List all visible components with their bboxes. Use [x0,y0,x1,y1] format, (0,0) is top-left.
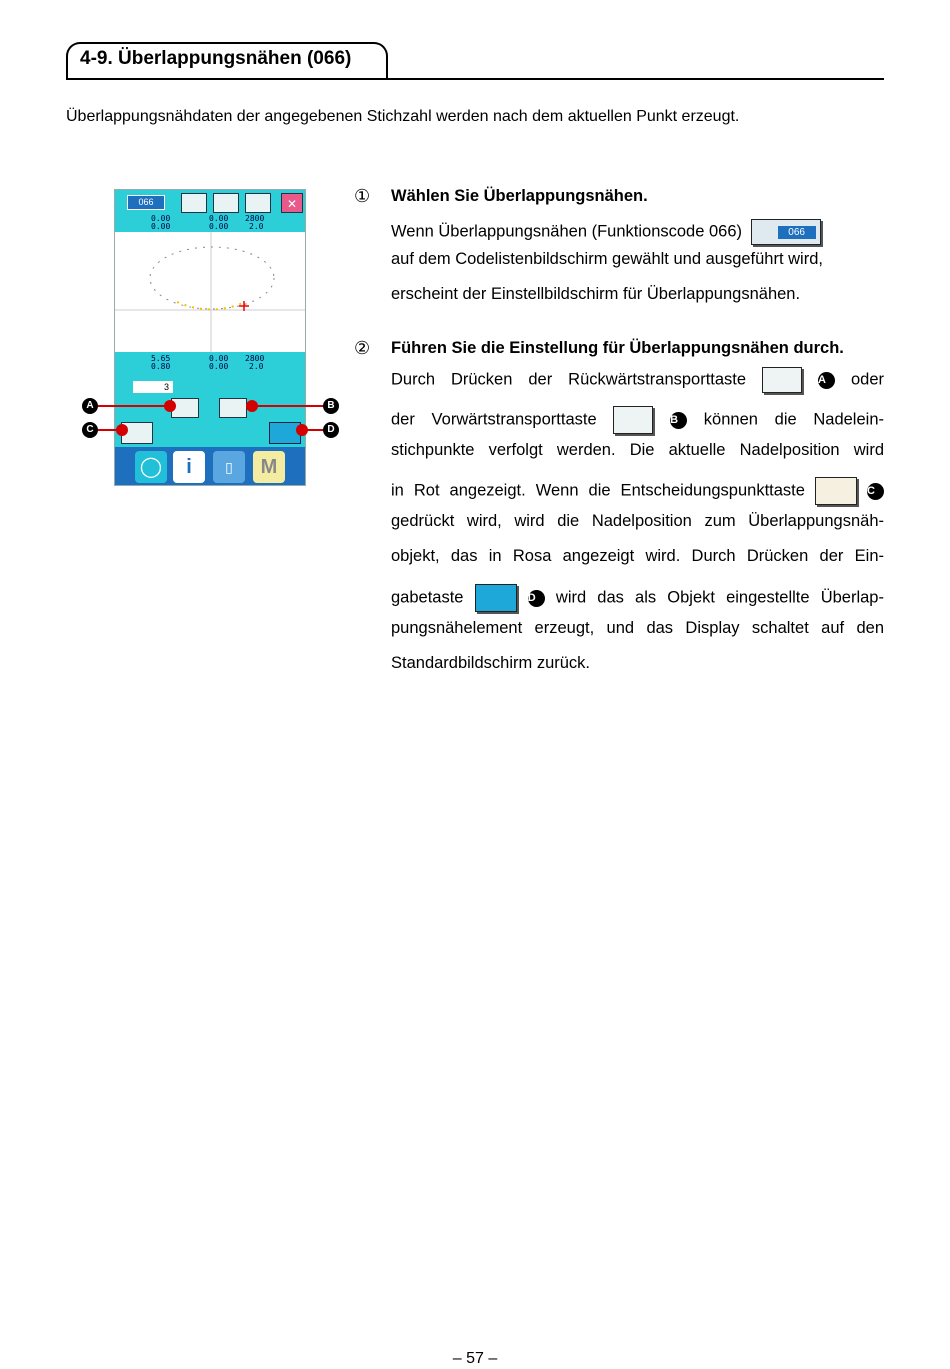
mid-x-value: 5.65 [151,354,171,363]
forward-feed-button [219,398,247,418]
top-y-value: 0.00 [151,222,171,231]
step-2-line-3: stichpunkte verfolgt werden. Die aktuelle Nadelposition wird [391,441,884,459]
mid-speed-value: 2800 [245,354,265,363]
mode-icon: M [253,451,285,483]
mid-pitch-value: 2.0 [249,362,264,371]
mid-y2-value: 0.00 [209,362,229,371]
step-1-line-3: erscheint der Einstellbildschirm für Überlappungsnähen. [391,285,801,303]
function-code-box: 066 [127,195,165,210]
top-speed-value: 2800 [245,214,265,223]
top-x2-value: 0.00 [209,214,229,223]
step-1-heading: Wählen Sie Überlappungsnähen. [391,187,648,205]
callout-line-b [250,405,324,407]
section-rule [66,78,884,80]
step-2-number: ② [354,338,371,358]
top-pitch-value: 2.0 [249,222,264,231]
marker-b-inline: B [670,412,687,429]
marker-b: B [323,398,339,414]
forward-feed-icon [613,406,653,434]
top-y2-value: 0.00 [209,222,229,231]
marker-a-inline: A [818,372,835,389]
callout-line-a [96,405,170,407]
step-2-line-6: objekt, das in Rosa angezeigt wird. Durch Drücken der Ein- [391,547,884,565]
step-2-line-7-text: gabetaste [391,588,464,607]
presser-button [245,193,271,213]
step-2-line-8: pungsnähelement erzeugt, und das Display schaltet auf den [391,619,884,637]
step-2-line-1-end: oder [850,370,885,389]
ready-icon: ◯ [135,451,167,483]
hand-move-button [181,193,207,213]
decision-point-icon [815,477,857,505]
page-number: – 57 – [452,1350,498,1367]
stitch-count-field: 3 [133,381,173,393]
info-icon: i [173,451,205,483]
step-2-line-9: Standardbildschirm zurück. [391,654,590,672]
marker-d-inline: D [528,590,545,607]
marker-a: A [82,398,98,414]
step-2-line-4 [391,477,884,505]
intro-text: Überlappungsnähdaten der angegebenen Stichzahl werden nach dem aktuellen Punkt erzeugt. [66,108,740,125]
step-2-line-7-end: wird das als Objekt eingestellte Überlap- [555,588,884,607]
marker-c-inline: C [867,483,884,500]
step-2-line-5: gedrückt wird, wird die Nadelposition zum Überlappungsnäh- [391,512,884,530]
step-2-line-2-end: können die Nadelein- [703,410,884,429]
step-1-line-1-text: Wenn Überlappungsnähen (Funktionscode 066) [391,222,743,241]
communication-icon: ▯ [213,451,245,483]
overlap-function-code: 066 [778,226,816,239]
needle-up-button [213,193,239,213]
close-icon: ✕ [281,193,303,213]
overlap-function-button-icon [751,219,821,245]
top-x-value: 0.00 [151,214,171,223]
screen-bottom-strip [115,434,306,447]
enter-icon [475,584,517,612]
marker-d: D [323,422,339,438]
panel-screen-illustration [114,189,306,486]
step-2-line-2 [391,406,884,434]
step-2-line-1 [391,367,884,393]
mid-y-value: 0.80 [151,362,171,371]
screen-top-bar [115,190,306,232]
backward-feed-icon [762,367,802,393]
step-2-line-1-text: Durch Drücken der Rückwärtstransporttaste [391,370,747,389]
step-2-line-7 [391,584,884,612]
step-1-line-1 [391,219,821,245]
marker-c: C [82,422,98,438]
mid-x2-value: 0.00 [209,354,229,363]
step-2-heading: Führen Sie die Einstellung für Überlappungsnähen durch. [391,339,844,357]
step-1-number: ① [354,186,371,206]
screen-nav-bar [115,447,306,486]
callout-dot-a [164,400,176,412]
callout-dot-c [116,424,128,436]
stitch-pattern-view [115,232,306,352]
step-1-line-2: auf dem Codelistenbildschirm gewählt und ausgeführt wird, [391,250,823,268]
callout-dot-b [246,400,258,412]
callout-dot-d [296,424,308,436]
step-2-line-2-text: der Vorwärtstransporttaste [391,410,597,429]
step-2-line-4-text: in Rot angezeigt. Wenn die Entscheidungspunkttaste [391,481,805,500]
section-title: 4-9. Überlappungsnähen (066) [80,48,352,69]
